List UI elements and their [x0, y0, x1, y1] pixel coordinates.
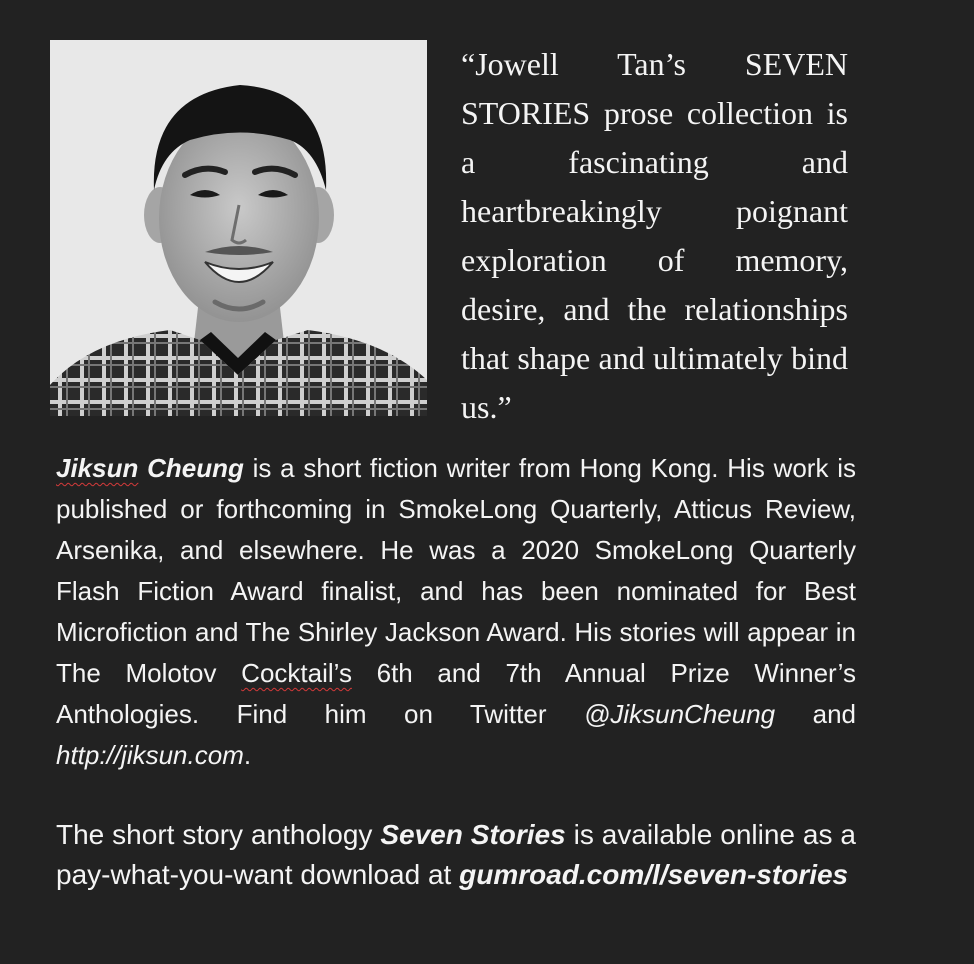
bio-text-3: and — [775, 699, 856, 729]
review-quote: “Jowell Tan’s SEVEN STORIES prose collection is a fascinating and heartbreakingly poignant exploration of memory, desire, and the relationships that shape and ultimately bind us.” — [461, 46, 848, 425]
bio-cocktail: Cocktail’s — [241, 658, 352, 688]
avail-text-2: is available online as a pay-what-you-want download at — [56, 819, 856, 890]
author-photo — [50, 40, 427, 416]
author-website: http://jiksun.com — [56, 740, 244, 770]
bio-text-2: 6th and 7th Annual Prize Winner’s Anthologies. Find him on Twitter — [56, 658, 856, 729]
author-bio — [56, 448, 856, 776]
author-first-name: Jiksun — [56, 453, 139, 483]
download-url: gumroad.com/l/seven-stories — [459, 859, 849, 890]
author-name — [56, 453, 244, 483]
author-last-name: Cheung — [138, 453, 244, 483]
availability-note — [56, 815, 856, 895]
bio-text-4: . — [243, 740, 252, 770]
avail-text-1: The short story anthology — [56, 819, 381, 850]
twitter-handle: @JiksunCheung — [583, 699, 776, 729]
bio-text-1: is a short fiction writer from Hong Kong. His work is published or forthcoming in SmokeLong Quarterly, Atticus Review, Arsenika, and elsewhere. He was a 2020 SmokeLong Quarterly Flash Fiction Award finalist, and has been nominated for Best Microfiction and The Shirley Jackson Award. His stories will appear in The Molotov — [56, 453, 856, 688]
book-title: Seven Stories — [380, 819, 566, 850]
